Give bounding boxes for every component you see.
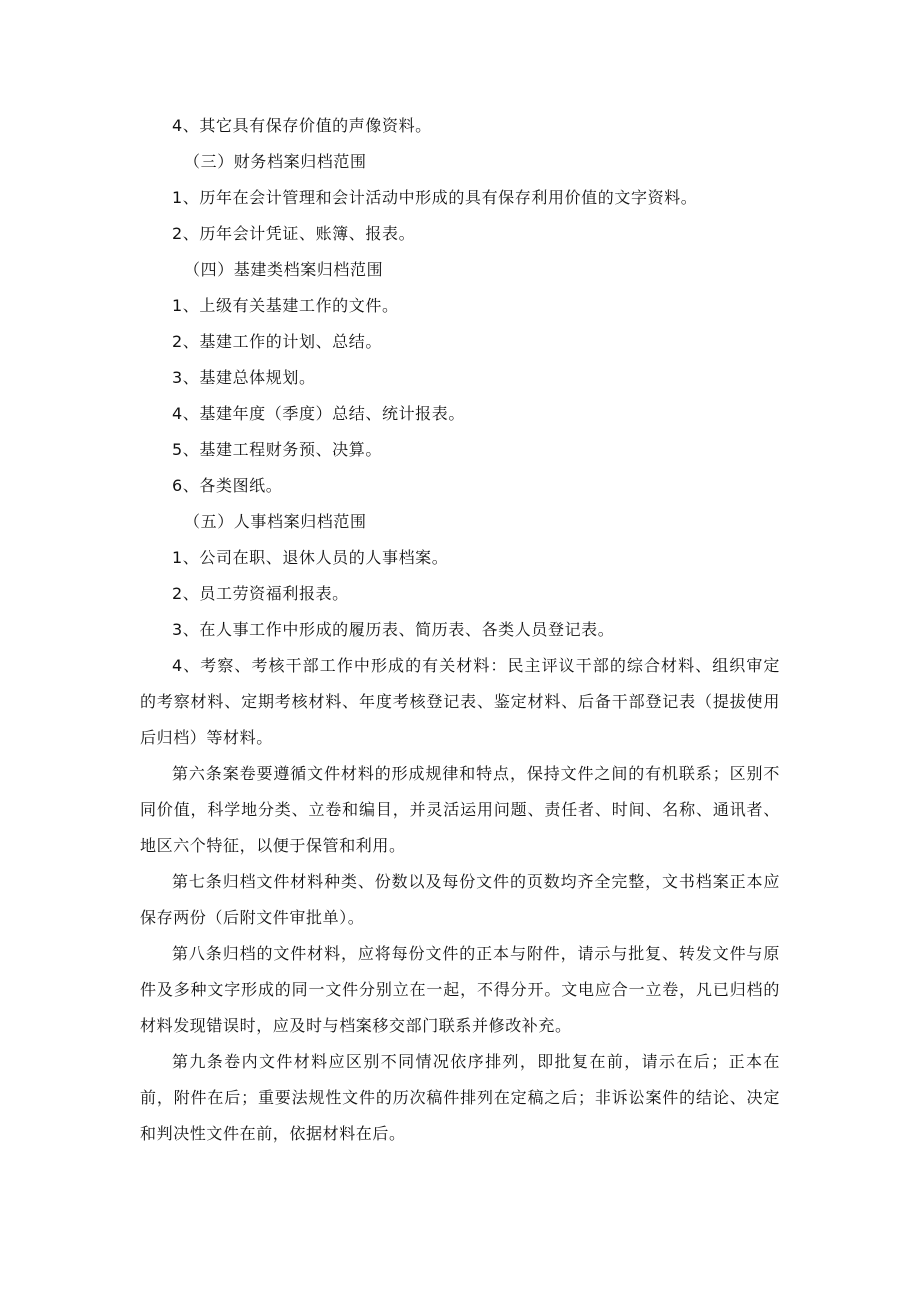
list-item-construction-5: 5、基建工程财务预、决算。	[172, 440, 382, 459]
article-8: 第八条归档的文件材料，应将每份文件的正本与附件，请示与批复、转发文件与原件及多种文字形成的同一文件分别立在一起，不得分开。文电应合一立卷，凡已归档的材料发现错误时，应及时与档案移交部门联系并修改补充。	[140, 944, 780, 1035]
list-item-construction-4: 4、基建年度（季度）总结、统计报表。	[172, 404, 465, 423]
list-item-personnel-3: 3、在人事工作中形成的履历表、简历表、各类人员登记表。	[172, 620, 615, 639]
article-7: 第七条归档文件材料种类、份数以及每份文件的页数均齐全完整，文书档案正本应保存两份（后附文件审批单）。	[140, 872, 780, 927]
list-item-construction-1: 1、上级有关基建工作的文件。	[172, 296, 399, 315]
list-item-construction-6: 6、各类图纸。	[172, 476, 283, 495]
list-item-personnel-1: 1、公司在职、退休人员的人事档案。	[172, 548, 449, 567]
section-heading-finance: （三）财务档案归档范围	[184, 152, 367, 171]
list-item-construction-2: 2、基建工作的计划、总结。	[172, 332, 382, 351]
list-item-finance-2: 2、历年会计凭证、账簿、报表。	[172, 224, 416, 243]
list-item-personnel-4: 4、考察、考核干部工作中形成的有关材料：民主评议干部的综合材料、组织审定的考察材料、定期考核材料、年度考核登记表、鉴定材料、后备干部登记表（提拔使用后归档）等材料。	[140, 656, 780, 747]
list-item-personnel-2: 2、员工劳资福利报表。	[172, 584, 349, 603]
section-heading-construction: （四）基建类档案归档范围	[184, 260, 384, 279]
article-9: 第九条卷内文件材料应区别不同情况依序排列，即批复在前，请示在后；正本在前，附件在后；重要法规性文件的历次稿件排列在定稿之后；非诉讼案件的结论、决定和判决性文件在前，依据材料在后。	[140, 1052, 780, 1143]
list-item-audiovisual: 4、其它具有保存价值的声像资料。	[172, 116, 432, 135]
document-body	[140, 108, 780, 1152]
list-item-finance-1: 1、历年在会计管理和会计活动中形成的具有保存利用价值的文字资料。	[172, 188, 698, 207]
section-heading-personnel: （五）人事档案归档范围	[184, 512, 367, 531]
article-6: 第六条案卷要遵循文件材料的形成规律和特点，保持文件之间的有机联系；区别不同价值，科学地分类、立卷和编目，并灵活运用问题、责任者、时间、名称、通讯者、地区六个特征，以便于保管和利用。	[140, 764, 780, 855]
list-item-construction-3: 3、基建总体规划。	[172, 368, 316, 387]
